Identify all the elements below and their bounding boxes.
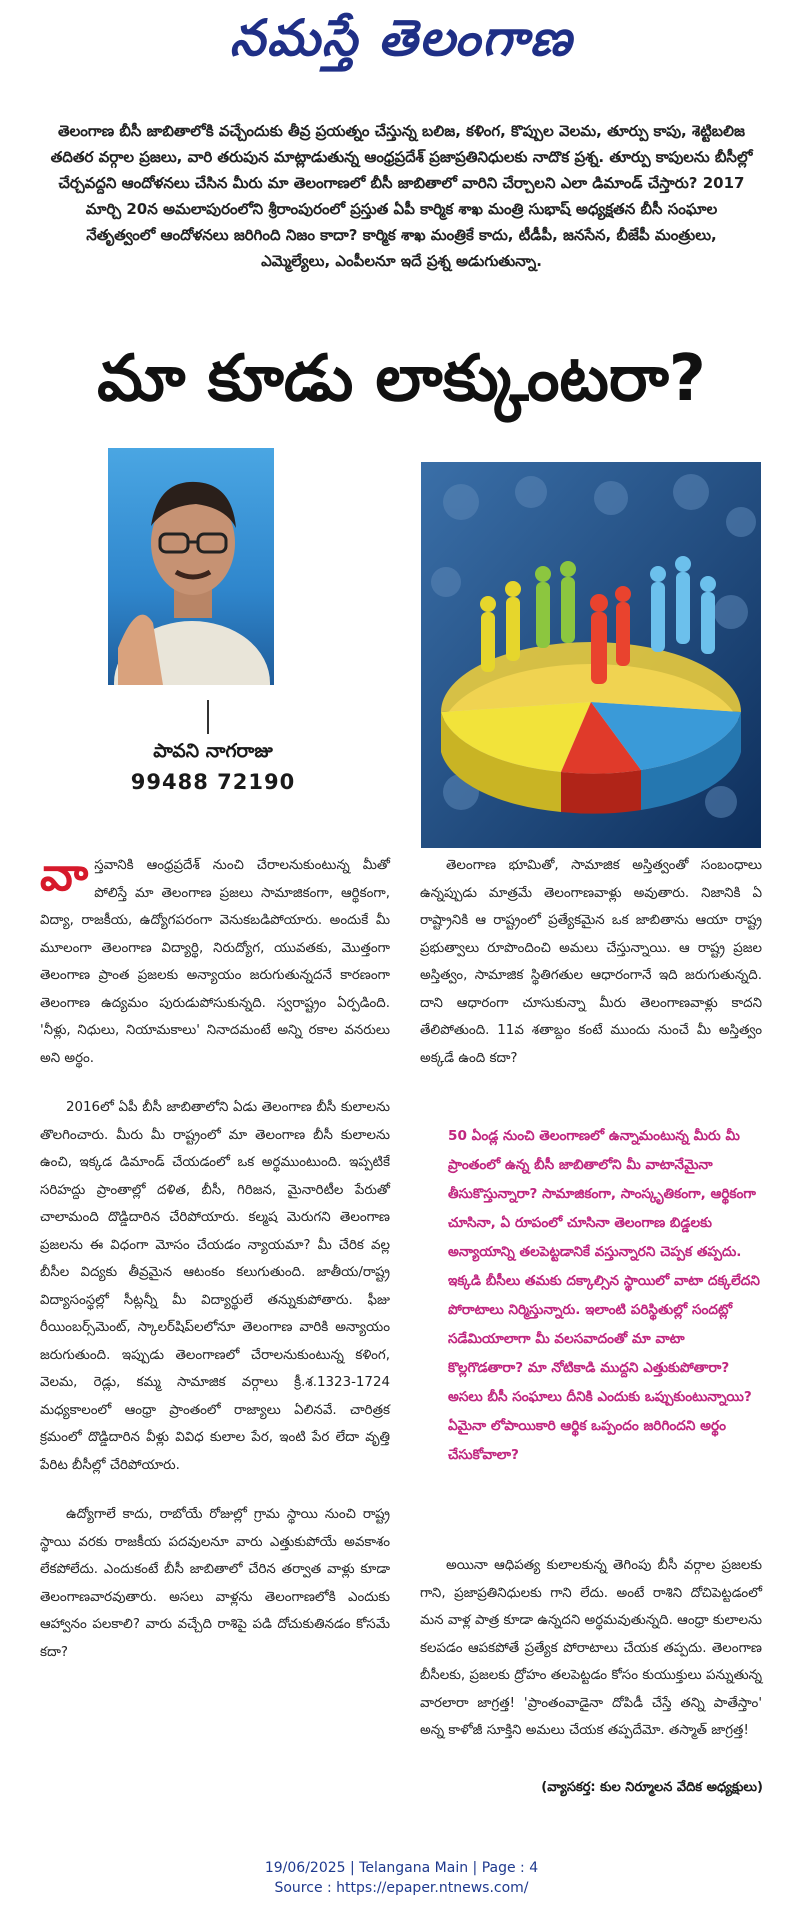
byline: (వ్యాసకర్త: కుల నిర్మూలన వేదిక అధ్యక్షులు) — [541, 1780, 763, 1795]
author-divider — [207, 700, 209, 734]
right-paragraph-2: అయినా ఆధిపత్య కులాలకున్న తెగింపు బీసీ వర్గాల ప్రజలకు గాని, ప్రజాప్రతినిధులకు గాని లేదు. అంటే రాశిని దోచిపెట్టడంలో మన వాళ్ల పాత్ర కూడా ఉన్నదని అర్థమవుతున్నది. ఆంధ్రా కులాలను కలపడం ఆపకపోతే ప్రత్యేక పోరాటాలు చేయక తప్పదు. తెలంగాణ బీసీలకు, ప్రజలకు ద్రోహం తలపెట్టడం కోసం కుయుక్తులు పన్నుతున్న వారలారా జాగ్రత్త! 'ప్రాంతంవాడైనా దోపిడీ చేస్తే తన్ని పాతేస్తాం' అన్న కాళోజీ సూక్తిని అమలు చేయక తప్పదేమో. తస్మాత్ జాగ్రత్త! — [420, 1558, 762, 1738]
footer-source: Source : https://epaper.ntnews.com/ — [274, 1880, 529, 1896]
left-paragraph-3: ఉద్యోగాలే కాదు, రాబోయే రోజుల్లో గ్రామ స్థాయి నుంచి రాష్ట్ర స్థాయి వరకు రాజకీయ పదవులనూ వారు ఎత్తుకుపోయే అవకాశం లేకపోలేదు. ఎందుకంటే బీసీ జాబితాలో చేరిన తర్వాత వాళ్లు కూడా తెలంగాణవారవుతారు. అసలు వాళ్లను తెలంగాణలోకి ఎందుకు ఆహ్వానం పలకాలి? వారు వచ్చేది రాశిపై పడి దోచుకుతినడం కోసమే కదా? — [40, 1507, 390, 1660]
headline: మా కూడు లాక్కుంటరా? — [97, 342, 706, 416]
footer — [0, 1858, 803, 1898]
caste-pie-chart-illustration — [421, 462, 761, 848]
author-name: పావని నాగరాజు — [153, 740, 273, 762]
author-phone: 99488 72190 — [130, 770, 296, 794]
left-paragraph-1: వాస్తవానికి ఆంధ్రప్రదేశ్ నుంచి చేరాలనుకుంటున్న మీతో పోలిస్తే మా తెలంగాణ ప్రజలు సామాజికంగా, ఆర్థికంగా, విద్యా, రాజకీయ, ఉద్యోగపరంగా వెనుకబడిపోయారు. అందుకే మీ మూలంగా తెలంగాణ విద్యార్థి, నిరుద్యోగ, యువతకు, మొత్తంగా తెలంగాణ ప్రాంత ప్రజలకు అన్యాయం జరుగుతున్నదనే కారణంగా తెలంగాణ ఉద్యమం పురుడుపోసుకున్నది. స్వరాష్ట్రం ఏర్పడింది. 'నీళ్లు, నిధులు, నియామకాలు' నినాదమంటే అన్ని రకాల వనరులు అని అర్థం. — [40, 847, 390, 1066]
left-column — [40, 847, 390, 1688]
masthead: నమస్తే తెలంగాణ — [229, 8, 574, 67]
dropcap: వా — [40, 847, 89, 901]
right-column-top — [420, 852, 762, 1094]
author-photo — [108, 448, 274, 685]
right-paragraph-1: తెలంగాణ భూమితో, సామాజిక అస్తిత్వంతో సంబంధాలు ఉన్నప్పుడు మాత్రమే తెలంగాణవాళ్లు అవుతారు. నిజానికి ఏ రాష్ట్రానికి ఆ రాష్ట్రంలో ప్రత్యేకమైన ఒక జాబితాను ఆయా రాష్ట్ర ప్రభుత్వాలు రూపొందించి అమలు చేస్తున్నాయి. ఆ రాష్ట్ర ప్రజల అస్తిత్వం, సామాజిక స్థితిగతుల ఆధారంగానే ఇది జరుగుతున్నది. దాని ఆధారంగా చూసుకున్నా మీరు తెలంగాణవాళ్లు కాదని తేలిపోతుంది. 11వ శతాబ్దం కంటే ముందు నుంచే మీ అస్తిత్వం అక్కడే ఉంది కదా? — [420, 858, 762, 1066]
left-paragraph-2: 2016లో ఏపీ బీసీ జాబితాలోని ఏడు తెలంగాణ బీసీ కులాలను తొలగించారు. మీరు మీ రాష్ట్రంలో మా తెలంగాణ బీసీ కులాలను ఉంచి, ఇక్కడ డిమాండ్ చేయడంలో ఒక అర్థముంటుంది. ఇప్పటికే సరిహద్దు ప్రాంతాల్లో దళిత, బీసీ, గిరిజన, మైనారిటీల పేరుతో చాలామంది దొడ్డిదారిన చేరిపోయారు. కల్మష మెరుగని తెలంగాణ ప్రజలను ఈ విధంగా మోసం చేయడం న్యాయమా? మీ చేరిక వల్ల బీసీల విద్యకు తీవ్రమైన ఆటంకం కలుగుతుంది. జాతీయ/రాష్ట్ర విద్యాసంస్థల్లో సీట్లన్నీ మీ విద్యార్థులే తన్నుకుపోతారు. ఫీజు రీయింబర్స్‌మెంట్, స్కాలర్‌షిప్‌లలోనూ తెలంగాణ వారికి అన్యాయం జరుగుతుంది. ఇప్పుడు తెలంగాణలో చేరాలనుకుంటున్న కళింగ, వెలమ, రెడ్లు, కమ్మ సామాజిక వర్గాలు క్రీ.శ.1323-1724 మధ్యకాలంలో ఆంధ్రా ప్రాంతంలో రాజ్యాలు ఏలినవే. చారిత్రక క్రమంలో దొడ్డిదారిన వీళ్లు వివిధ కులాల పేర, ఇంటి పేర లేదా వృత్తి పేరిట బీసీల్లో చేరిపోయారు. — [40, 1100, 390, 1473]
footer-date-page: 19/06/2025 | Telangana Main | Page : 4 — [264, 1860, 539, 1876]
pull-quote: 50 ఏండ్ల నుంచి తెలంగాణలో ఉన్నామంటున్న మీరు మీ ప్రాంతంలో ఉన్న బీసీ జాబితాలోని మీ వాటానేమైనా తీసుకొస్తున్నారా? సామాజికంగా, సాంస్కృతికంగా, ఆర్థికంగా చూసినా, ఏ రూపంలో చూసినా తెలంగాణ బిడ్డలకు అన్యాయాన్ని తలపెట్టడానికే వస్తున్నారని చెప్పక తప్పదు. ఇక్కడి బీసీలు తమకు దక్కాల్సిన స్థాయిలో వాటా దక్కలేదని పోరాటాలు నిర్మిస్తున్నారు. ఇలాంటి పరిస్థితుల్లో సందట్లో సడేమియాలాగా మీ వలసవాదంతో మా వాటా కొల్లగొడతారా? మా నోటికాడి ముద్దని ఎత్తుకుపోతారా? అసలు బీసీ సంఘాలు దీనికి ఎందుకు ఒప్పుకుంటున్నాయి? ఏమైనా లోపాయికారి ఆర్థిక ఒప్పందం జరిగిందని అర్థం చేసుకోవాలా? — [448, 1128, 760, 1463]
right-column-bottom — [420, 1552, 762, 1767]
intro-paragraph: తెలంగాణ బీసీ జాబితాలోకి వచ్చేందుకు తీవ్ర ప్రయత్నం చేస్తున్న బలిజ, కళింగ, కొప్పుల వెలమ, తూర్పు కాపు, శెట్టిబలిజ తదితర వర్గాల ప్రజలు, వారి తరుపున మాట్లాడుతున్న ఆంధ్రప్రదేశ్ ప్రజాప్రతినిధులకు నాదొక ప్రశ్న. తూర్పు కాపులను బీసీల్లో చేర్చవద్దని ఆందోళనలు చేసిన మీరు మా తెలంగాణలో బీసీ జాబితాలో వారిని చేర్చాలని ఎలా డిమాండ్ చేస్తారు? 2017 మార్చి 20న అమలాపురంలోని శ్రీరాంపురంలో ప్రస్తుత ఏపీ కార్మిక శాఖ మంత్రి సుభాష్ అధ్యక్షతన బీసీ సంఘాల నేతృత్వంలో ఆందోళనలు జరిగింది నిజం కాదా? కార్మిక శాఖ మంత్రికే కాదు, టీడీపీ, జనసేన, బీజేపీ మంత్రులు, ఎమ్మెల్యేలు, ఎంపీలనూ ఇదే ప్రశ్న అడుగుతున్నా. — [50, 122, 753, 270]
